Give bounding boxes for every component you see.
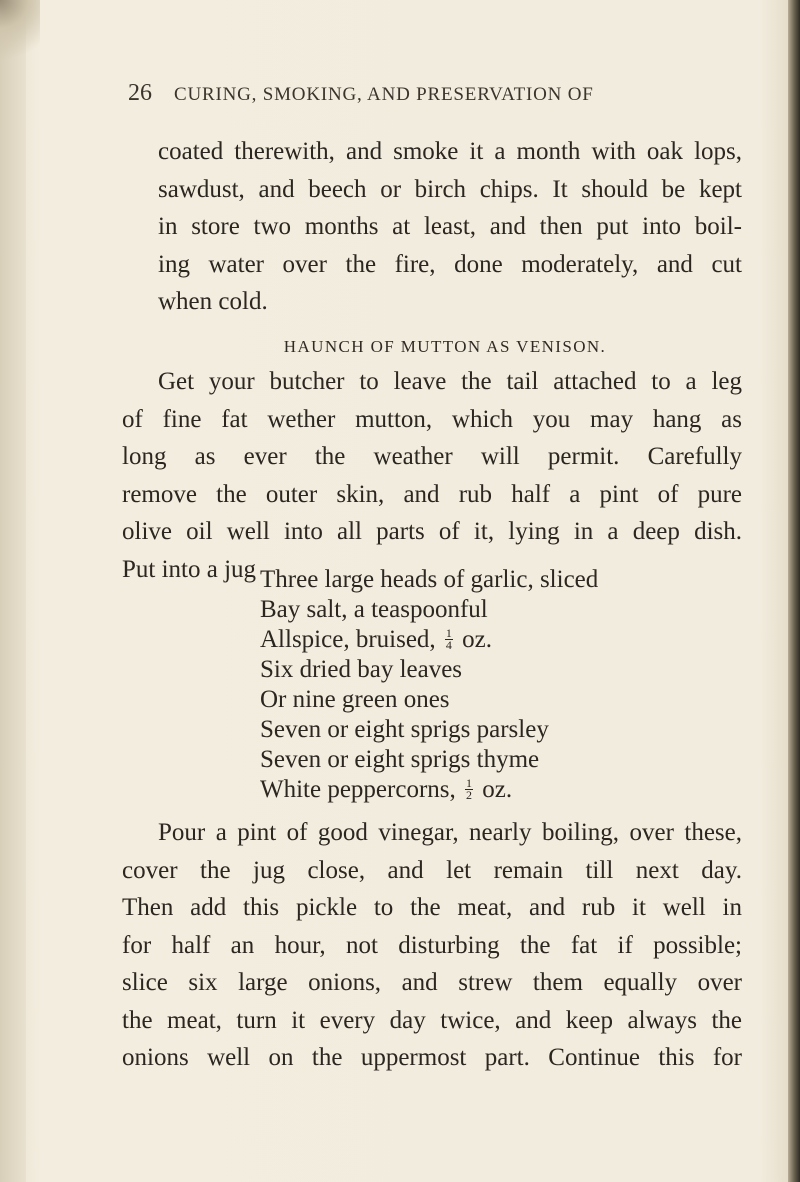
section-heading: HAUNCH OF MUTTON AS VENISON. (283, 337, 607, 356)
ingredient-unit: oz. (482, 776, 513, 803)
page-corner-shadow (0, 0, 40, 70)
ingredient-text: White peppercorns, (260, 776, 456, 803)
paragraph-line: long as ever the weather will permit. Carefully (122, 443, 742, 470)
ingredient-item: Six dried bay leaves (260, 656, 463, 683)
ingredient-list (260, 565, 680, 805)
paragraph-line: olive oil well into all parts of it, lying in a deep dish. (122, 518, 742, 545)
ingredient-item: Seven or eight sprigs parsley (260, 716, 549, 743)
ingredient-unit: oz. (462, 626, 493, 653)
paragraph-line: onions well on the uppermost part. Continue this for (122, 1044, 742, 1071)
paragraph-line: slice six large onions, and strew them equally over (122, 969, 742, 996)
paragraph-line: coated therewith, and smoke it a month with oak lops, (158, 138, 742, 165)
paragraph-line: of fine fat wether mutton, which you may hang as (122, 405, 742, 433)
page-edge (788, 0, 800, 1182)
paragraph-line: the meat, turn it every day twice, and keep always the (122, 1006, 742, 1034)
paragraph-line: ing water over the fire, done moderately, and cut (158, 250, 742, 278)
intro-paragraph (158, 133, 742, 321)
page-number: 26 (128, 80, 152, 106)
fraction-denominator: 4 (445, 637, 452, 652)
closing-paragraph (122, 814, 742, 1077)
paragraph-line: Get your butcher to leave the tail attached to a leg (158, 368, 742, 395)
paragraph-line: Put into a jug (122, 555, 257, 583)
fraction-numerator: 1 (466, 775, 473, 790)
paragraph-line: in store two months at least, and then put into boil- (158, 213, 742, 240)
paragraph-line: sawdust, and beech or birch chips. It should be kept (158, 175, 742, 203)
paragraph-line: Then add this pickle to the meat, and rub it well in (122, 894, 742, 921)
fraction-numerator: 1 (445, 625, 452, 640)
paragraph-line: for half an hour, not disturbing the fat if possible; (122, 931, 742, 959)
fraction (465, 775, 473, 802)
running-head (128, 80, 738, 114)
fraction (445, 625, 453, 652)
fraction-denominator: 2 (466, 787, 473, 802)
ingredient-text: Allspice, bruised, (260, 626, 436, 653)
ingredient-item: Bay salt, a teaspoonful (260, 596, 488, 623)
ingredient-item: Seven or eight sprigs thyme (260, 746, 540, 773)
ingredient-item (260, 625, 680, 655)
ingredient-item: Or nine green ones (260, 686, 450, 713)
ingredient-item (260, 775, 680, 805)
recipe-paragraph (122, 363, 742, 588)
page-gutter (0, 0, 26, 1182)
running-head-title: CURING, SMOKING, AND PRESERVATION OF (174, 84, 594, 105)
paragraph-line: cover the jug close, and let remain till next day. (122, 856, 742, 884)
paragraph-line: when cold. (158, 288, 268, 315)
paragraph-line: remove the outer skin, and rub half a pint of pure (122, 480, 742, 508)
ingredient-item: Three large heads of garlic, sliced (260, 566, 599, 593)
paragraph-line: Pour a pint of good vinegar, nearly boiling, over these, (158, 819, 742, 846)
